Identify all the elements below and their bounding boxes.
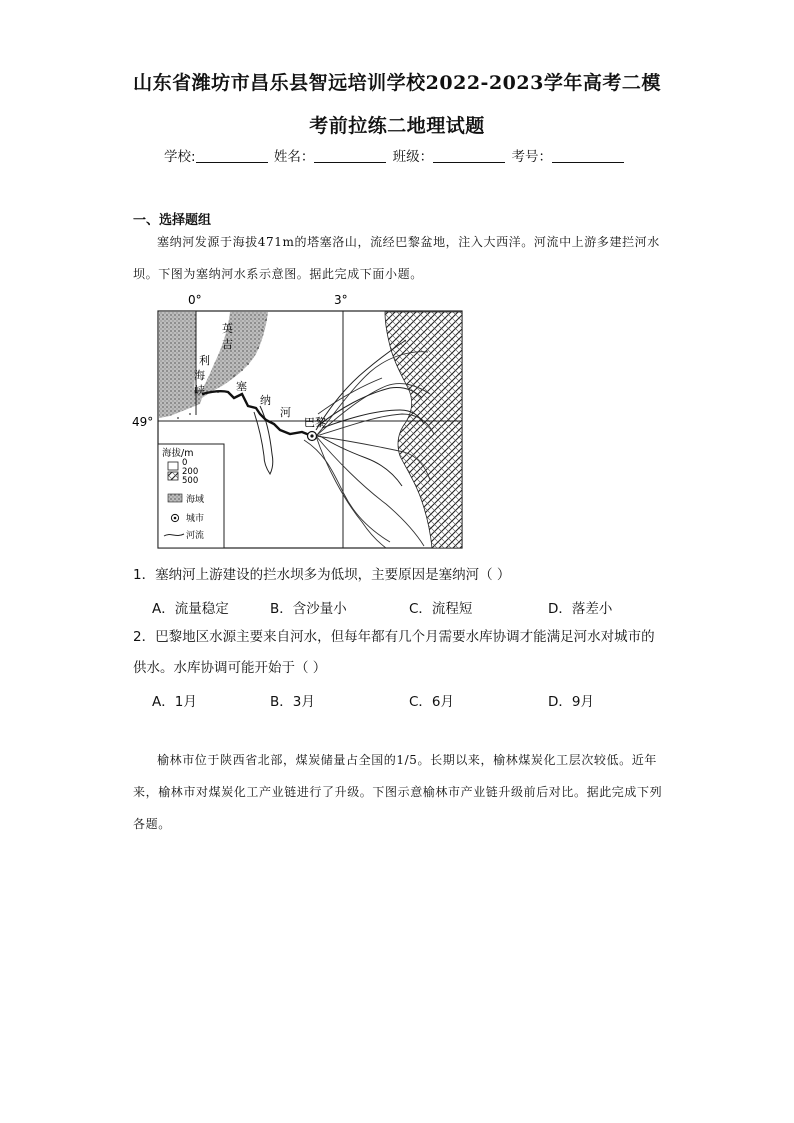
number-label: 考号： [511,149,552,165]
section-heading: 一、选择题组 [133,213,212,228]
question-1-stem: 1．塞纳河上游建设的拦水坝多为低坝，主要原因是塞纳河（ ） [133,567,511,583]
lon-3-label: 3° [334,293,348,307]
name-label: 姓名： [273,149,315,165]
channel-char-5: 峡 [194,384,205,397]
q1-option-a[interactable]: A．流量稳定 [152,601,229,617]
student-info-row [164,145,626,165]
q1-option-b[interactable]: B．含沙量小 [270,601,347,617]
paris-label: 巴黎 [304,416,326,429]
legend-title: 海拔/m [162,448,194,459]
channel-char-3: 利 [199,354,210,367]
class-label: 班级： [392,149,434,165]
exam-title-line1: 山东省潍坊市昌乐县智远培训学校2022-2023学年高考二模 [133,72,661,94]
passage-yulin: 榆林市位于陕西省北部，煤炭储量占全国的1/5。长期以来，榆林煤炭化工层次较低。近年来，榆林市对煤炭化工产业链进行了升级。下图示意榆林市产业链升级前后对比。据此完成下列各题。 [133,753,663,831]
legend-200: 200 [182,467,199,477]
passage-seine: 塞纳河发源于海拔471m的塔塞洛山，流经巴黎盆地，注入大西洋。河流中上游多建拦河水坝。下图为塞纳河水系示意图。据此完成下面小题。 [133,235,660,281]
school-label: 学校: [164,149,196,165]
map-legend [158,444,224,548]
seine-river-map [130,290,470,552]
q2-option-b[interactable]: B．3月 [270,694,315,710]
question-2-stem: 2．巴黎地区水源主要来自河水，但每年都有几个月需要水库协调才能满足河水对城市的供水。水库协调可能开始于（ ） [133,629,655,676]
class-blank[interactable] [433,148,505,163]
school-blank[interactable] [196,148,268,163]
legend-river: 河流 [186,531,205,541]
q2-option-a[interactable]: A．1月 [152,694,197,710]
q1-option-d[interactable]: D．落差小 [548,601,613,617]
river-char-2: 纳 [260,394,271,407]
name-blank[interactable] [314,148,386,163]
lat-49-label: 49° [132,415,154,429]
q2-option-c[interactable]: C．6月 [409,694,455,710]
lon-0-label: 0° [188,293,202,307]
channel-char-1: 英 [222,322,233,335]
legend-city: 城市 [186,514,205,524]
legend-0: 0 [182,458,188,468]
channel-char-2: 吉 [222,338,233,351]
legend-sea: 海域 [186,495,205,505]
river-char-1: 塞 [236,380,247,393]
river-char-3: 河 [280,406,291,419]
channel-char-4: 海 [194,369,205,382]
q1-option-c[interactable]: C．流程短 [409,601,473,617]
number-blank[interactable] [552,148,624,163]
q2-option-d[interactable]: D．9月 [548,694,594,710]
legend-500: 500 [182,476,199,486]
exam-title-line2: 考前拉练二地理试题 [309,115,485,137]
